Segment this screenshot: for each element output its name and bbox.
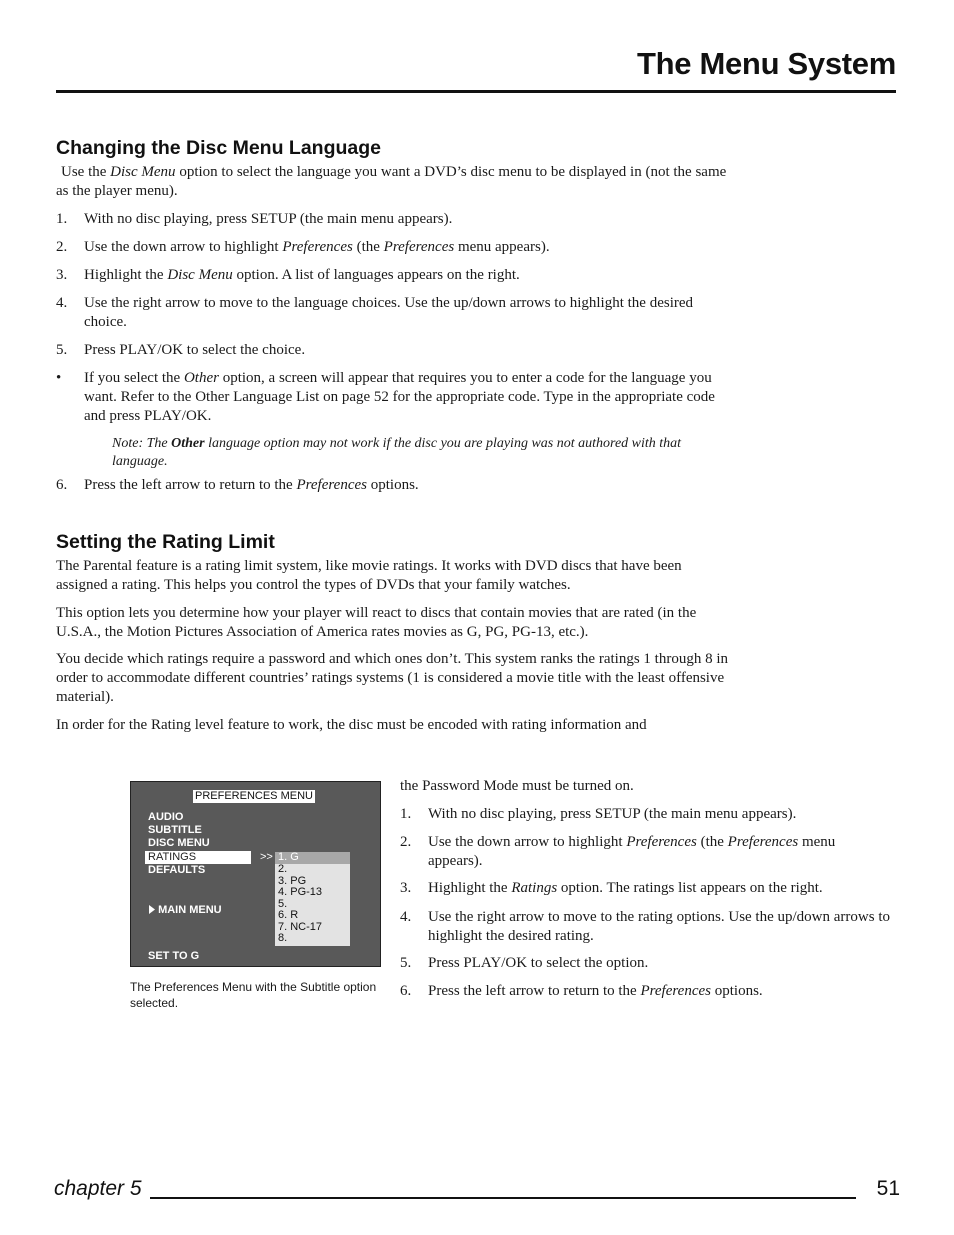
rating-paragraph-1: The Parental feature is a rating limit system, like movie ratings. It works with DVD discs that have been assigned a rating. This helps you control the types of DVDs that your family watches. xyxy=(56,558,682,593)
s2-step-4: 4. Use the right arrow to move to the rating options. Use the up/down arrows to highlight the desired rating. xyxy=(400,909,890,944)
preferences-menu-screenshot xyxy=(130,781,381,967)
s1-bullet-other: • If you select the Other option, a screen will appear that requires you to enter a code for the language you want. Refer to the Other Language List on page 52 for the appropriate code. Type in the appropriate code and press PLAY/OK. xyxy=(56,370,715,424)
intro-paragraph: Use the Disc Menu option to select the language you want a DVD’s disc menu to be displayed in (not the same as the player menu). xyxy=(56,164,727,199)
menu-status: SET TO G xyxy=(148,950,200,962)
page-footer xyxy=(54,1177,902,1203)
note-other-language: Note: The Other language option may not work if the disc you are playing was not authored with that language. xyxy=(112,436,682,469)
menu-item-ratings: RATINGS xyxy=(145,851,251,864)
page-number: 51 xyxy=(876,1177,900,1200)
menu-item-subtitle: SUBTITLE xyxy=(148,824,202,836)
footer-rule xyxy=(150,1197,856,1199)
rating-paragraph-3: You decide which ratings require a password and which ones don’t. This system ranks the ratings 1 through 8 in order to accommodate different countries’ ratings systems (1 is considered a movie title with the least offensive material). xyxy=(56,651,728,705)
page-title: The Menu System xyxy=(636,46,896,81)
rating-item-6: 6. R xyxy=(278,909,299,921)
chapter-label: chapter 5 xyxy=(54,1177,142,1200)
rating-item-5: 5. xyxy=(278,898,288,910)
section-heading-disc-menu: Changing the Disc Menu Language xyxy=(56,137,382,159)
menu-item-main-menu: MAIN MENU xyxy=(149,904,222,917)
s2-step-2: 2. Use the down arrow to highlight Preferences (the Preferences menu appears). xyxy=(400,834,836,869)
menu-title: PREFERENCES MENU xyxy=(195,790,313,802)
triangle-right-icon xyxy=(149,905,155,914)
rating-item-8: 8. xyxy=(278,932,288,944)
rating-item-2: 2. xyxy=(278,863,288,875)
rating-item-1: 1. G xyxy=(275,852,350,864)
figure-caption: The Preferences Menu with the Subtitle option selected. xyxy=(130,980,377,1010)
rating-continuation: the Password Mode must be turned on. xyxy=(400,778,634,794)
menu-arrow: >> xyxy=(260,851,273,863)
s1-step-4: 4. Use the right arrow to move to the language choices. Use the up/down arrows to highlight the desired choice. xyxy=(56,295,694,330)
menu-item-defaults: DEFAULTS xyxy=(148,864,206,876)
rating-item-3: 3. PG xyxy=(278,875,307,887)
menu-item-disc-menu: DISC MENU xyxy=(148,837,210,849)
title-rule xyxy=(56,90,896,93)
ratings-list xyxy=(275,852,350,946)
rating-paragraph-2: This option lets you determine how your player will react to discs that contain movies that are rated (in the U.S.A., the Motion Pictures Association of America rates movies as G, PG, PG-13, etc.). xyxy=(56,605,697,640)
menu-item-audio: AUDIO xyxy=(148,811,184,823)
section-heading-rating-limit: Setting the Rating Limit xyxy=(56,531,275,553)
rating-item-7: 7. NC-17 xyxy=(278,921,323,933)
rating-paragraph-4: In order for the Rating level feature to work, the disc must be encoded with rating information and xyxy=(56,717,647,733)
rating-item-4: 4. PG-13 xyxy=(278,886,323,898)
